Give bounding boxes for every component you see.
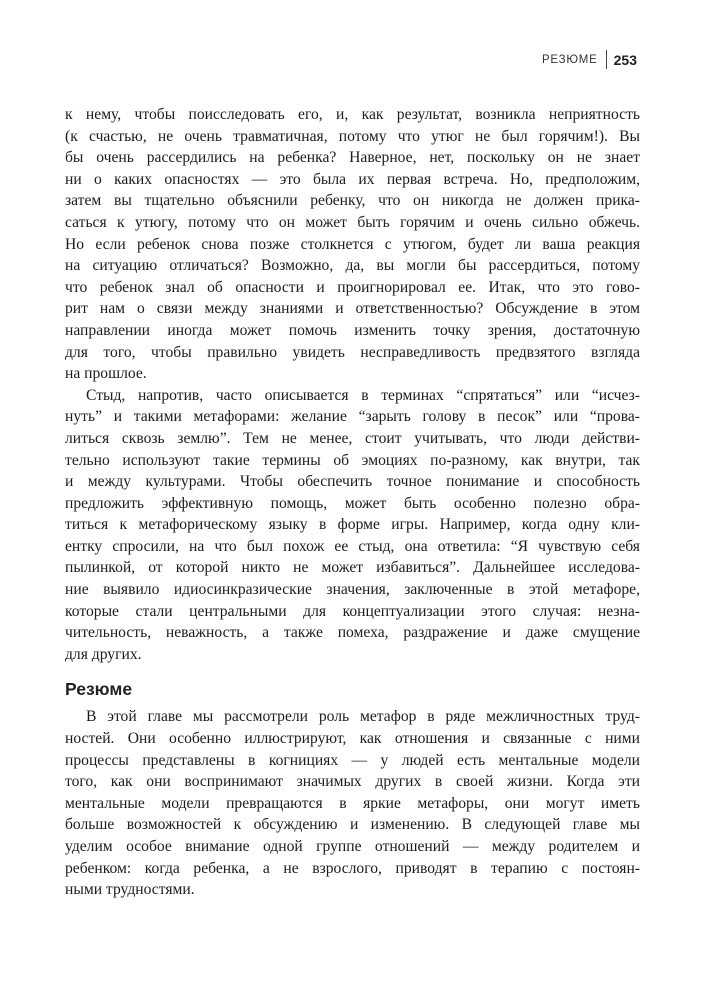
section-heading: Резюме	[65, 679, 133, 700]
text-line: титься к метафорическому языку в форме игры. Например, когда одну кли-	[65, 516, 640, 534]
text-line: к нему, чтобы поисследовать его, и, как результат, возникла неприятность	[65, 106, 640, 123]
text-line: направлении иногда может помочь изменить точку зрения, достаточную	[65, 321, 640, 339]
running-title: РЕЗЮМЕ	[541, 53, 598, 66]
text-line: которые стали центральными для концептуализации этого случая: незна-	[65, 602, 640, 620]
header-divider	[606, 50, 607, 69]
text-line: (к счастью, не очень травматичная, потому что утюг не был горячим!). Вы	[65, 127, 640, 145]
paragraph-shame	[65, 385, 640, 666]
text-line: и между культурами. Чтобы обеспечить точное понимание и способность	[65, 473, 640, 491]
text-line: литься сквозь землю”. Тем не менее, стоит учитывать, что люди действи-	[65, 429, 640, 447]
text-line: для других.	[65, 645, 142, 663]
text-line: В этой главе мы рассмотрели роль метафор в ряде межличностных труд-	[86, 708, 640, 726]
text-line: для того, чтобы правильно увидеть несправедливость предвзятого взгляда	[65, 343, 640, 361]
text-line: ными трудностями.	[65, 881, 195, 899]
text-line: предложить эффективную помощь, может быть особенно полезно обра-	[65, 494, 640, 512]
text-line: ни о каких опасностях — это была их первая встреча. Но, предположим,	[65, 170, 640, 188]
text-line: что ребенок знал об опасности и проигнорировал ее. Итак, что это гово-	[65, 278, 640, 296]
text-line: процессы представлены в когнициях — у людей есть ментальные модели	[65, 751, 640, 769]
text-line: Стыд, напротив, часто описывается в терминах “спрятаться” или “исчез-	[86, 386, 640, 404]
page-number: 253	[613, 51, 637, 68]
text-line: саться к утюгу, потому что он может быть горячим и очень сильно обжечь.	[65, 213, 640, 231]
text-line: нуть” и такими метафорами: желание “зарыть голову в песок” или “прова-	[65, 408, 640, 426]
text-line: чительность, неважность, а также помеха, раздражение и даже смущение	[65, 624, 640, 642]
text-line: затем вы тщательно объяснили ребенку, что он никогда не должен прика-	[65, 192, 640, 210]
text-line: ние выявило идиосинкразические значения, заключенные в этой метафоре,	[65, 581, 640, 599]
text-line: больше возможностей к обсуждению и изменению. В следующей главе мы	[65, 816, 640, 834]
page-body	[65, 104, 640, 901]
text-line: ребенком: когда ребенка, а не взрослого, приводят в терапию с постоян-	[65, 859, 640, 877]
text-line: на прошлое.	[65, 365, 147, 383]
text-line: Но если ребенок снова позже столкнется с утюгом, будет ли ваша реакция	[65, 235, 640, 253]
running-head	[542, 50, 637, 69]
text-line: уделим особое внимание одной группе отношений — между родителем и	[65, 838, 640, 855]
text-line: тельно используют такие термины об эмоциях по-разному, как внутри, так	[65, 451, 640, 469]
text-line: бы очень рассердились на ребенка? Наверное, нет, поскольку он не знает	[65, 149, 640, 167]
text-line: рит нам о связи между знаниями и ответственностью? Обсуждение в этом	[65, 300, 640, 318]
text-line: на ситуацию отличаться? Возможно, да, вы могли бы рассердиться, потому	[65, 257, 640, 275]
text-line: ностей. Они особенно иллюстрируют, как отношения и связанные с ними	[65, 730, 640, 748]
paragraph-summary	[65, 706, 640, 900]
text-line: пылинкой, от которой никто не может избавиться”. Дальнейшее исследова-	[65, 559, 640, 577]
text-line: ентку спросили, на что был похож ее стыд, она ответила: “Я чувствую себя	[65, 537, 640, 555]
paragraph-continuation	[65, 104, 640, 385]
text-line: того, как они воспринимают значимых других в своей жизни. Когда эти	[65, 773, 640, 791]
text-line: ментальные модели превращаются в яркие метафоры, они могут иметь	[65, 794, 640, 812]
